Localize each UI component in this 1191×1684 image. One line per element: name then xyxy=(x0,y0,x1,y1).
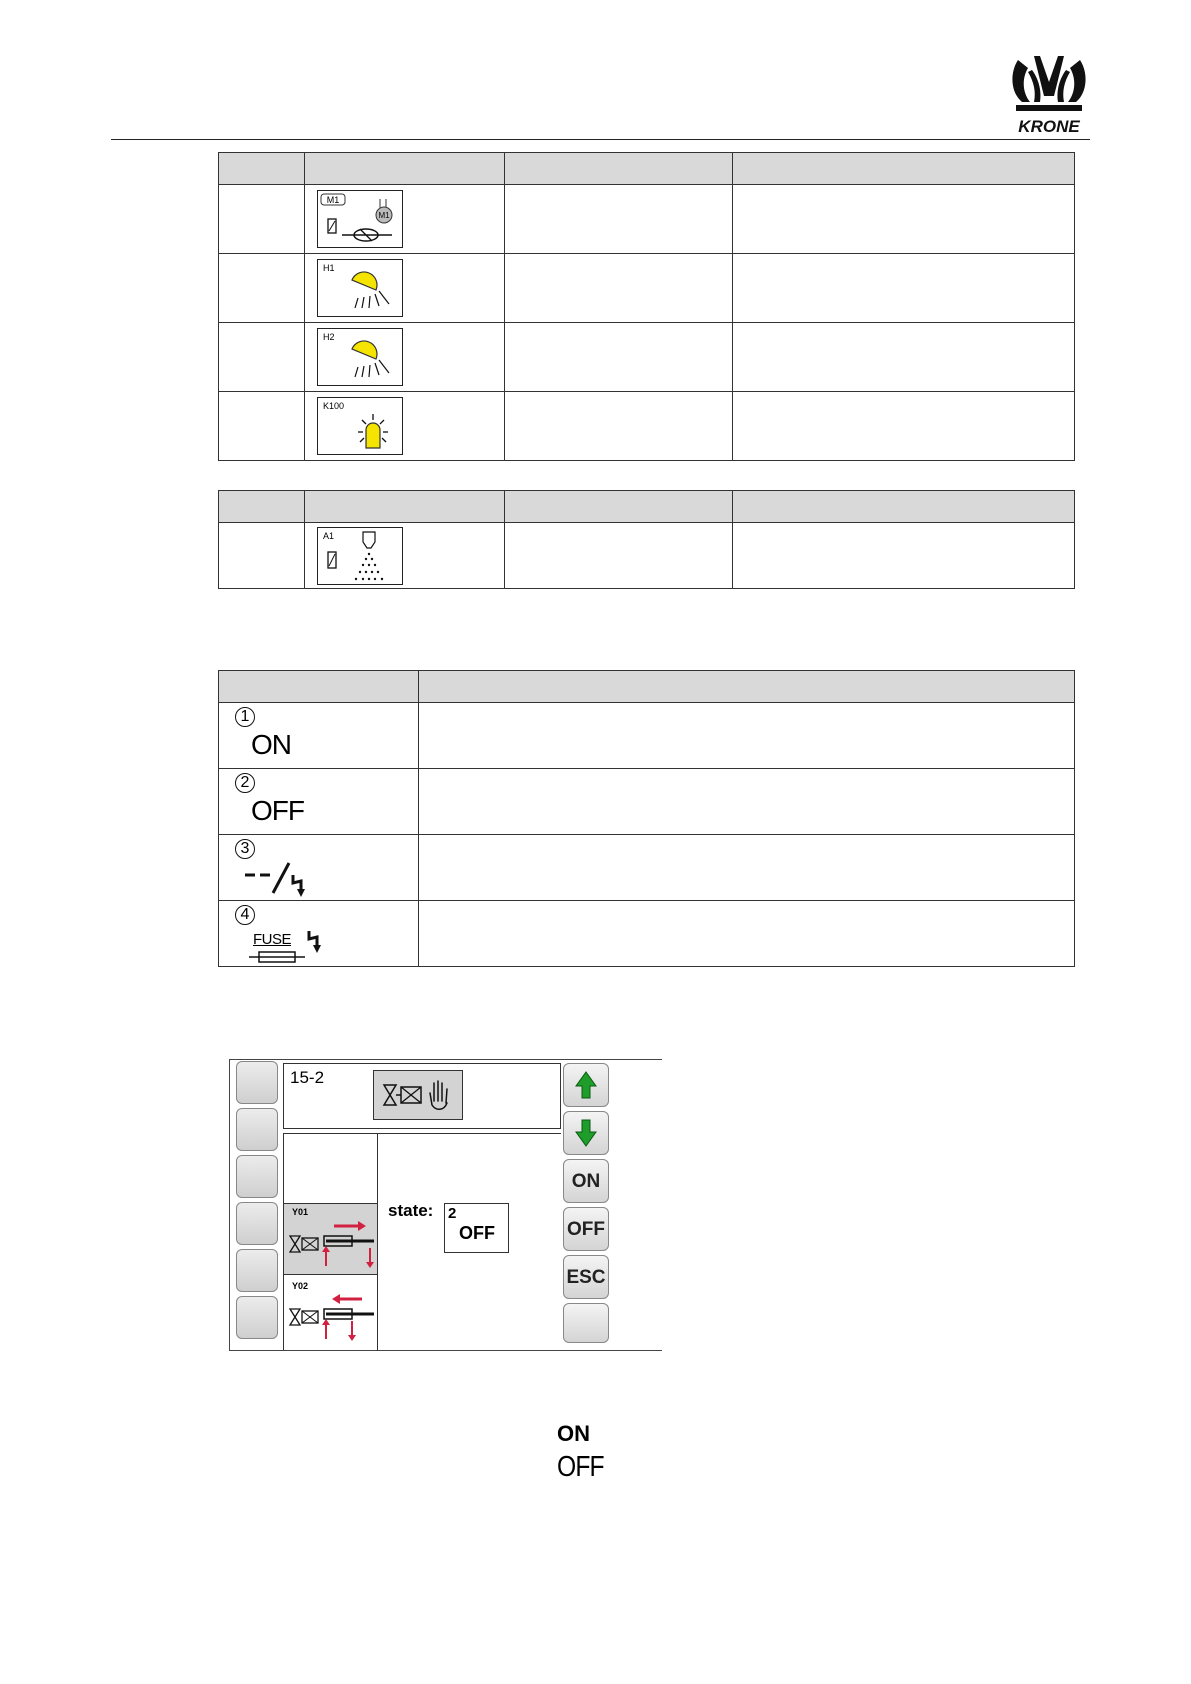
left-softkey[interactable] xyxy=(236,1155,278,1198)
left-softkey[interactable] xyxy=(236,1061,278,1104)
legend-row-on xyxy=(219,703,1075,769)
column-divider xyxy=(377,1134,378,1351)
scroll-down-button[interactable] xyxy=(563,1111,609,1155)
circled-number: 4 xyxy=(235,905,255,925)
circled-number: 2 xyxy=(235,773,255,793)
left-softkey[interactable] xyxy=(236,1296,278,1339)
list-item-y01[interactable]: Y01 xyxy=(284,1203,377,1275)
circled-number: 3 xyxy=(235,839,255,859)
screen-title-bar xyxy=(283,1063,561,1129)
table-row xyxy=(219,523,1075,589)
table-header-row xyxy=(219,491,1075,523)
scroll-up-button[interactable] xyxy=(563,1063,609,1107)
components-table-1 xyxy=(218,152,1075,461)
open-circuit-icon xyxy=(243,859,323,899)
esc-button[interactable]: ESC xyxy=(563,1255,609,1299)
work-light-icon: H2 xyxy=(317,328,403,386)
down-arrow-icon xyxy=(564,1112,608,1154)
left-softkey[interactable] xyxy=(236,1108,278,1151)
header-rule xyxy=(111,139,1090,140)
state-value-box: 2 OFF xyxy=(444,1203,509,1253)
components-table-2 xyxy=(218,490,1075,589)
motor-grease-icon xyxy=(317,190,403,248)
valve-cylinder-extend-icon xyxy=(286,1216,376,1272)
legend-row-open-circuit xyxy=(219,835,1075,901)
svg-text:M1: M1 xyxy=(378,211,390,220)
menu-number: 15-2 xyxy=(290,1068,325,1087)
on-symbol: ON xyxy=(557,1421,590,1446)
on-label: ON xyxy=(251,729,291,760)
fuse-blown-icon xyxy=(249,929,329,965)
empty-softkey[interactable] xyxy=(563,1303,609,1343)
manual-valve-icon xyxy=(373,1070,463,1120)
table-row xyxy=(219,323,1075,392)
fuse-label: FUSE xyxy=(253,931,292,948)
state-label: state: xyxy=(388,1201,434,1220)
table-header-row xyxy=(219,671,1075,703)
table-row xyxy=(219,185,1075,254)
table-row xyxy=(219,254,1075,323)
svg-text:KRONE: KRONE xyxy=(1018,117,1080,136)
work-light-icon: H1 xyxy=(317,259,403,317)
off-symbol: OFF xyxy=(557,1451,604,1483)
off-button[interactable]: OFF xyxy=(563,1207,609,1251)
table-header-row xyxy=(219,153,1075,185)
spray-nozzle-icon: A1 xyxy=(317,527,403,585)
legend-row-off xyxy=(219,769,1075,835)
status-legend-table xyxy=(218,670,1075,967)
on-button[interactable]: ON xyxy=(563,1159,609,1203)
left-softkey[interactable] xyxy=(236,1202,278,1245)
table-row xyxy=(219,392,1075,461)
terminal-screen xyxy=(229,1059,662,1351)
left-softkey[interactable] xyxy=(236,1249,278,1292)
list-item-y02[interactable]: Y02 xyxy=(284,1275,377,1351)
krone-logo xyxy=(1006,52,1092,138)
beacon-icon: K100 xyxy=(317,397,403,455)
up-arrow-icon xyxy=(564,1064,608,1106)
circled-number: 1 xyxy=(235,707,255,727)
svg-text:M1: M1 xyxy=(326,195,340,205)
legend-row-fuse xyxy=(219,901,1075,967)
valve-cylinder-retract-icon xyxy=(286,1289,376,1345)
off-label: OFF xyxy=(251,795,304,826)
screen-body xyxy=(283,1133,561,1350)
